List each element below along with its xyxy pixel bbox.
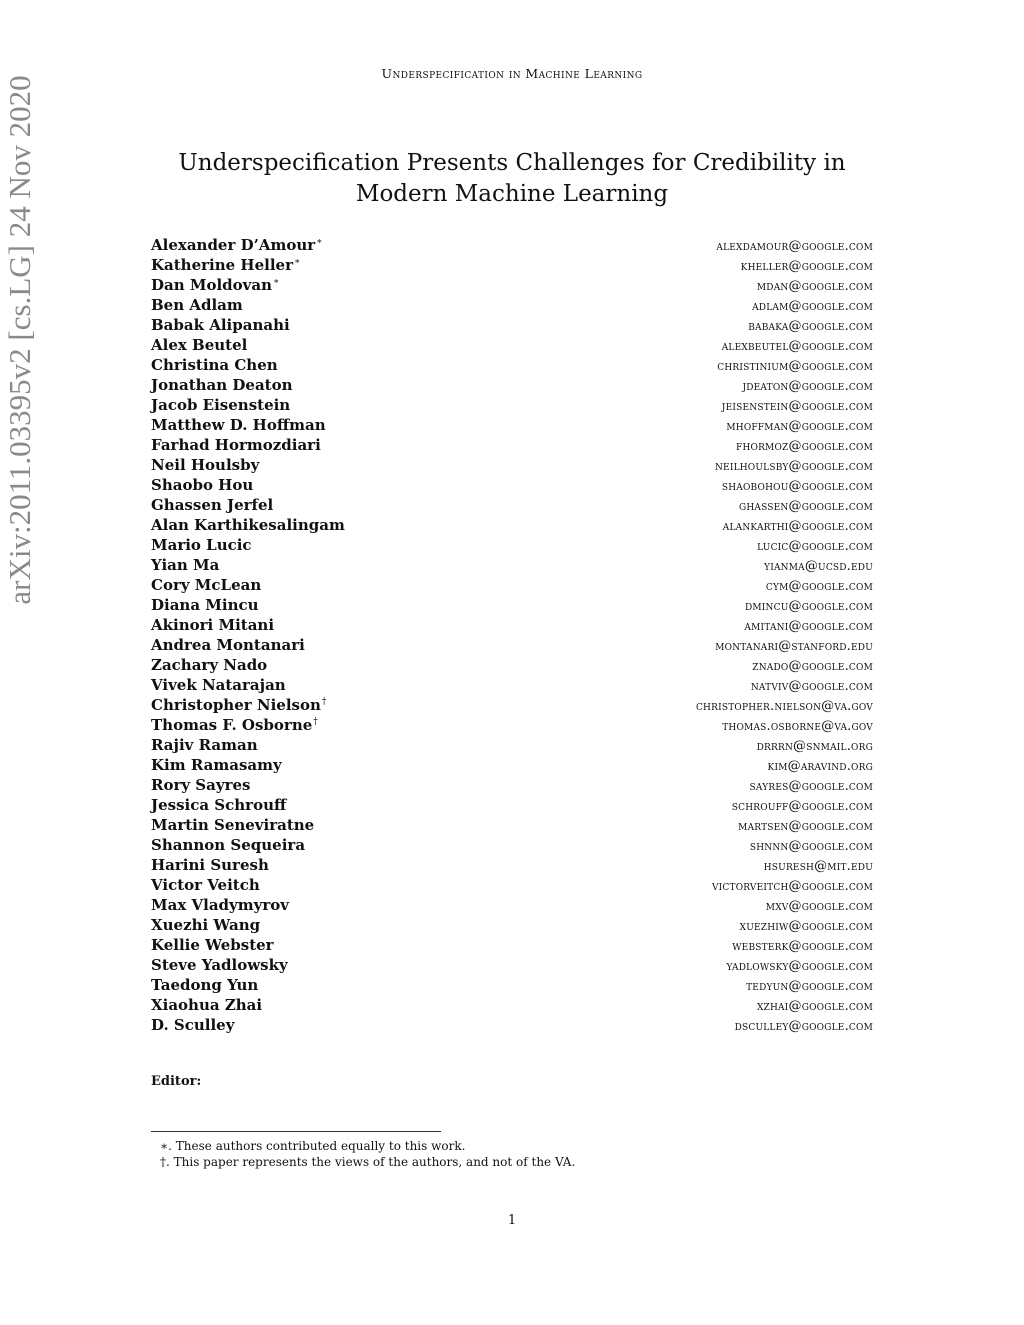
author-name-text: Diana Mincu <box>151 596 259 614</box>
author-name <box>151 276 279 294</box>
author-row <box>151 496 873 516</box>
author-name <box>151 996 262 1014</box>
author-name <box>151 596 259 614</box>
author-name-text: Andrea Montanari <box>151 636 305 654</box>
footnote: ∗. These authors contributed equally to this work. <box>160 1139 466 1153</box>
author-email: alankarthi@google.com <box>722 519 873 534</box>
affiliation-mark: ∗ <box>293 257 301 267</box>
author-name <box>151 436 321 454</box>
author-row <box>151 276 873 296</box>
author-email: jeisenstein@google.com <box>721 399 873 414</box>
author-name-text: Martin Seneviratne <box>151 816 315 834</box>
author-email: alexbeutel@google.com <box>721 339 873 354</box>
author-row <box>151 336 873 356</box>
author-name <box>151 396 290 414</box>
author-name <box>151 916 260 934</box>
author-email: fhormoz@google.com <box>736 439 873 454</box>
author-name <box>151 956 288 974</box>
author-name <box>151 676 286 694</box>
author-name <box>151 736 258 754</box>
affiliation-mark: † <box>321 697 327 707</box>
author-name-text: Matthew D. Hoffman <box>151 416 326 434</box>
author-name-text: Max Vladymyrov <box>151 896 289 914</box>
page-number: 1 <box>507 1213 517 1228</box>
author-row <box>151 956 873 976</box>
author-email: lucic@google.com <box>757 539 873 554</box>
author-name-text: Alex Beutel <box>151 336 248 354</box>
author-name <box>151 656 267 674</box>
author-email: sayres@google.com <box>749 779 873 794</box>
author-name <box>151 796 286 814</box>
author-name-text: Cory McLean <box>151 576 262 594</box>
paper-title <box>120 148 904 210</box>
author-row <box>151 856 873 876</box>
author-email: neilhoulsby@google.com <box>714 459 873 474</box>
author-email: hsuresh@mit.edu <box>763 859 873 874</box>
author-name-text: Zachary Nado <box>151 656 268 674</box>
author-name <box>151 776 250 794</box>
author-email: christinium@google.com <box>717 359 873 374</box>
author-name-text: Vivek Natarajan <box>151 676 286 694</box>
author-name <box>151 696 326 714</box>
author-row <box>151 876 873 896</box>
author-name <box>151 576 261 594</box>
author-name <box>151 536 252 554</box>
author-name <box>151 416 326 434</box>
author-name-text: Ghassen Jerfel <box>151 496 274 514</box>
author-row <box>151 516 873 536</box>
author-name-text: Akinori Mitani <box>151 616 275 634</box>
author-email: alexdamour@google.com <box>716 239 873 254</box>
author-row <box>151 236 873 256</box>
author-row <box>151 356 873 376</box>
author-row <box>151 936 873 956</box>
author-name <box>151 376 293 394</box>
author-name <box>151 296 243 314</box>
running-header: Underspecification in Machine Learning <box>381 66 643 81</box>
author-name <box>151 356 278 374</box>
author-name-text: Taedong Yun <box>151 976 259 994</box>
author-name <box>151 936 274 954</box>
author-name-text: Thomas F. Osborne <box>151 716 313 734</box>
author-name-text: Neil Houlsby <box>151 456 260 474</box>
author-row <box>151 376 873 396</box>
author-row <box>151 676 873 696</box>
author-row <box>151 576 873 596</box>
author-name-text: Rory Sayres <box>151 776 251 794</box>
author-email: mhoffman@google.com <box>726 419 873 434</box>
author-name <box>151 716 318 734</box>
author-name-text: D. Sculley <box>151 1016 235 1034</box>
author-name <box>151 616 274 634</box>
author-email: victorveitch@google.com <box>711 879 873 894</box>
author-name <box>151 476 253 494</box>
author-row <box>151 316 873 336</box>
author-name-text: Jessica Schrouff <box>151 796 287 814</box>
author-row <box>151 416 873 436</box>
paper-title-line-2: Modern Machine Learning <box>355 181 669 207</box>
author-email: schrouff@google.com <box>731 799 873 814</box>
author-email: drrrn@snmail.org <box>756 739 873 754</box>
author-name-text: Xiaohua Zhai <box>151 996 263 1014</box>
affiliation-mark: ∗ <box>316 237 323 247</box>
author-row <box>151 396 873 416</box>
author-name-text: Dan Moldovan <box>151 276 272 294</box>
author-email: ghassen@google.com <box>738 499 873 514</box>
author-name-text: Steve Yadlowsky <box>151 956 288 974</box>
author-row <box>151 596 873 616</box>
author-name <box>151 756 282 774</box>
author-name <box>151 496 273 514</box>
author-email: znado@google.com <box>752 659 873 674</box>
author-row <box>151 796 873 816</box>
affiliation-mark: ∗ <box>273 277 280 287</box>
author-row <box>151 536 873 556</box>
author-email: natviv@google.com <box>750 679 873 694</box>
author-name-text: Harini Suresh <box>151 856 269 874</box>
author-email: thomas.osborne@va.gov <box>722 719 873 734</box>
author-name-text: Yian Ma <box>151 556 220 574</box>
author-name <box>151 556 219 574</box>
author-row <box>151 776 873 796</box>
author-name-text: Shaobo Hou <box>151 476 254 494</box>
author-row <box>151 436 873 456</box>
author-email: kim@aravind.org <box>767 759 873 774</box>
author-email: christopher.nielson@va.gov <box>695 699 873 714</box>
author-name <box>151 636 305 654</box>
author-name-text: Kim Ramasamy <box>151 756 282 774</box>
author-name-text: Jacob Eisenstein <box>151 396 291 414</box>
author-row <box>151 996 873 1016</box>
author-row <box>151 296 873 316</box>
author-name-text: Christopher Nielson <box>151 696 321 714</box>
author-row <box>151 256 873 276</box>
author-row <box>151 756 873 776</box>
author-name-text: Babak Alipanahi <box>151 316 290 334</box>
arxiv-identifier-stamp: arXiv:2011.03395v2 [cs.LG] 24 Nov 2020 <box>2 75 37 605</box>
author-name <box>151 896 289 914</box>
author-row <box>151 976 873 996</box>
author-list <box>151 236 873 1036</box>
author-email: xuezhiw@google.com <box>739 919 873 934</box>
author-email: websterk@google.com <box>732 939 873 954</box>
author-email: jdeaton@google.com <box>742 379 873 394</box>
author-name <box>151 336 247 354</box>
paper-title-line-1: Underspecification Presents Challenges for Credibility in <box>178 150 846 176</box>
footnote-divider <box>151 1131 441 1132</box>
author-email: mxv@google.com <box>765 899 873 914</box>
author-email: yianma@ucsd.edu <box>764 559 873 574</box>
author-row <box>151 896 873 916</box>
affiliation-mark: † <box>313 717 318 727</box>
author-row <box>151 476 873 496</box>
author-row <box>151 1016 873 1036</box>
author-row <box>151 736 873 756</box>
author-row <box>151 836 873 856</box>
author-name-text: Rajiv Raman <box>151 736 258 754</box>
author-email: cym@google.com <box>765 579 873 594</box>
author-name-text: Katherine Heller <box>151 256 293 274</box>
author-row <box>151 456 873 476</box>
author-name <box>151 236 322 254</box>
author-name <box>151 516 345 534</box>
author-email: mdan@google.com <box>756 279 873 294</box>
author-name <box>151 256 300 274</box>
author-email: martsen@google.com <box>738 819 873 834</box>
author-name <box>151 976 258 994</box>
author-name-text: Jonathan Deaton <box>151 376 293 394</box>
editor-label: Editor: <box>151 1074 202 1089</box>
author-row <box>151 616 873 636</box>
author-row <box>151 716 873 736</box>
author-name <box>151 316 290 334</box>
author-name-text: Mario Lucic <box>151 536 252 554</box>
author-row <box>151 816 873 836</box>
author-name-text: Shannon Sequeira <box>151 836 306 854</box>
author-email: babaka@google.com <box>748 319 873 334</box>
author-name-text: Christina Chen <box>151 356 278 374</box>
author-email: yadlowsky@google.com <box>726 959 873 974</box>
author-email: shaobohou@google.com <box>721 479 873 494</box>
author-email: amitani@google.com <box>744 619 873 634</box>
author-name <box>151 876 260 894</box>
author-row <box>151 556 873 576</box>
author-email: adlam@google.com <box>752 299 873 314</box>
author-email: xzhai@google.com <box>756 999 873 1014</box>
author-email: tedyun@google.com <box>746 979 873 994</box>
author-email: dmincu@google.com <box>744 599 873 614</box>
author-name <box>151 856 269 874</box>
author-name-text: Farhad Hormozdiari <box>151 436 321 454</box>
author-email: montanari@stanford.edu <box>715 639 873 654</box>
author-row <box>151 916 873 936</box>
footnote: †. This paper represents the views of the authors, and not of the VA. <box>160 1155 576 1169</box>
author-row <box>151 636 873 656</box>
author-name-text: Victor Veitch <box>151 876 260 894</box>
author-name <box>151 456 259 474</box>
author-email: kheller@google.com <box>740 259 873 274</box>
author-name-text: Ben Adlam <box>151 296 243 314</box>
author-row <box>151 656 873 676</box>
author-name <box>151 836 305 854</box>
author-name-text: Alan Karthikesalingam <box>151 516 345 534</box>
author-name-text: Xuezhi Wang <box>151 916 261 934</box>
author-name-text: Alexander D’Amour <box>151 236 316 254</box>
author-row <box>151 696 873 716</box>
author-name <box>151 816 314 834</box>
author-email: shnnn@google.com <box>749 839 873 854</box>
author-email: dsculley@google.com <box>734 1019 873 1034</box>
author-name <box>151 1016 234 1034</box>
author-name-text: Kellie Webster <box>151 936 274 954</box>
footnotes <box>160 1138 575 1170</box>
